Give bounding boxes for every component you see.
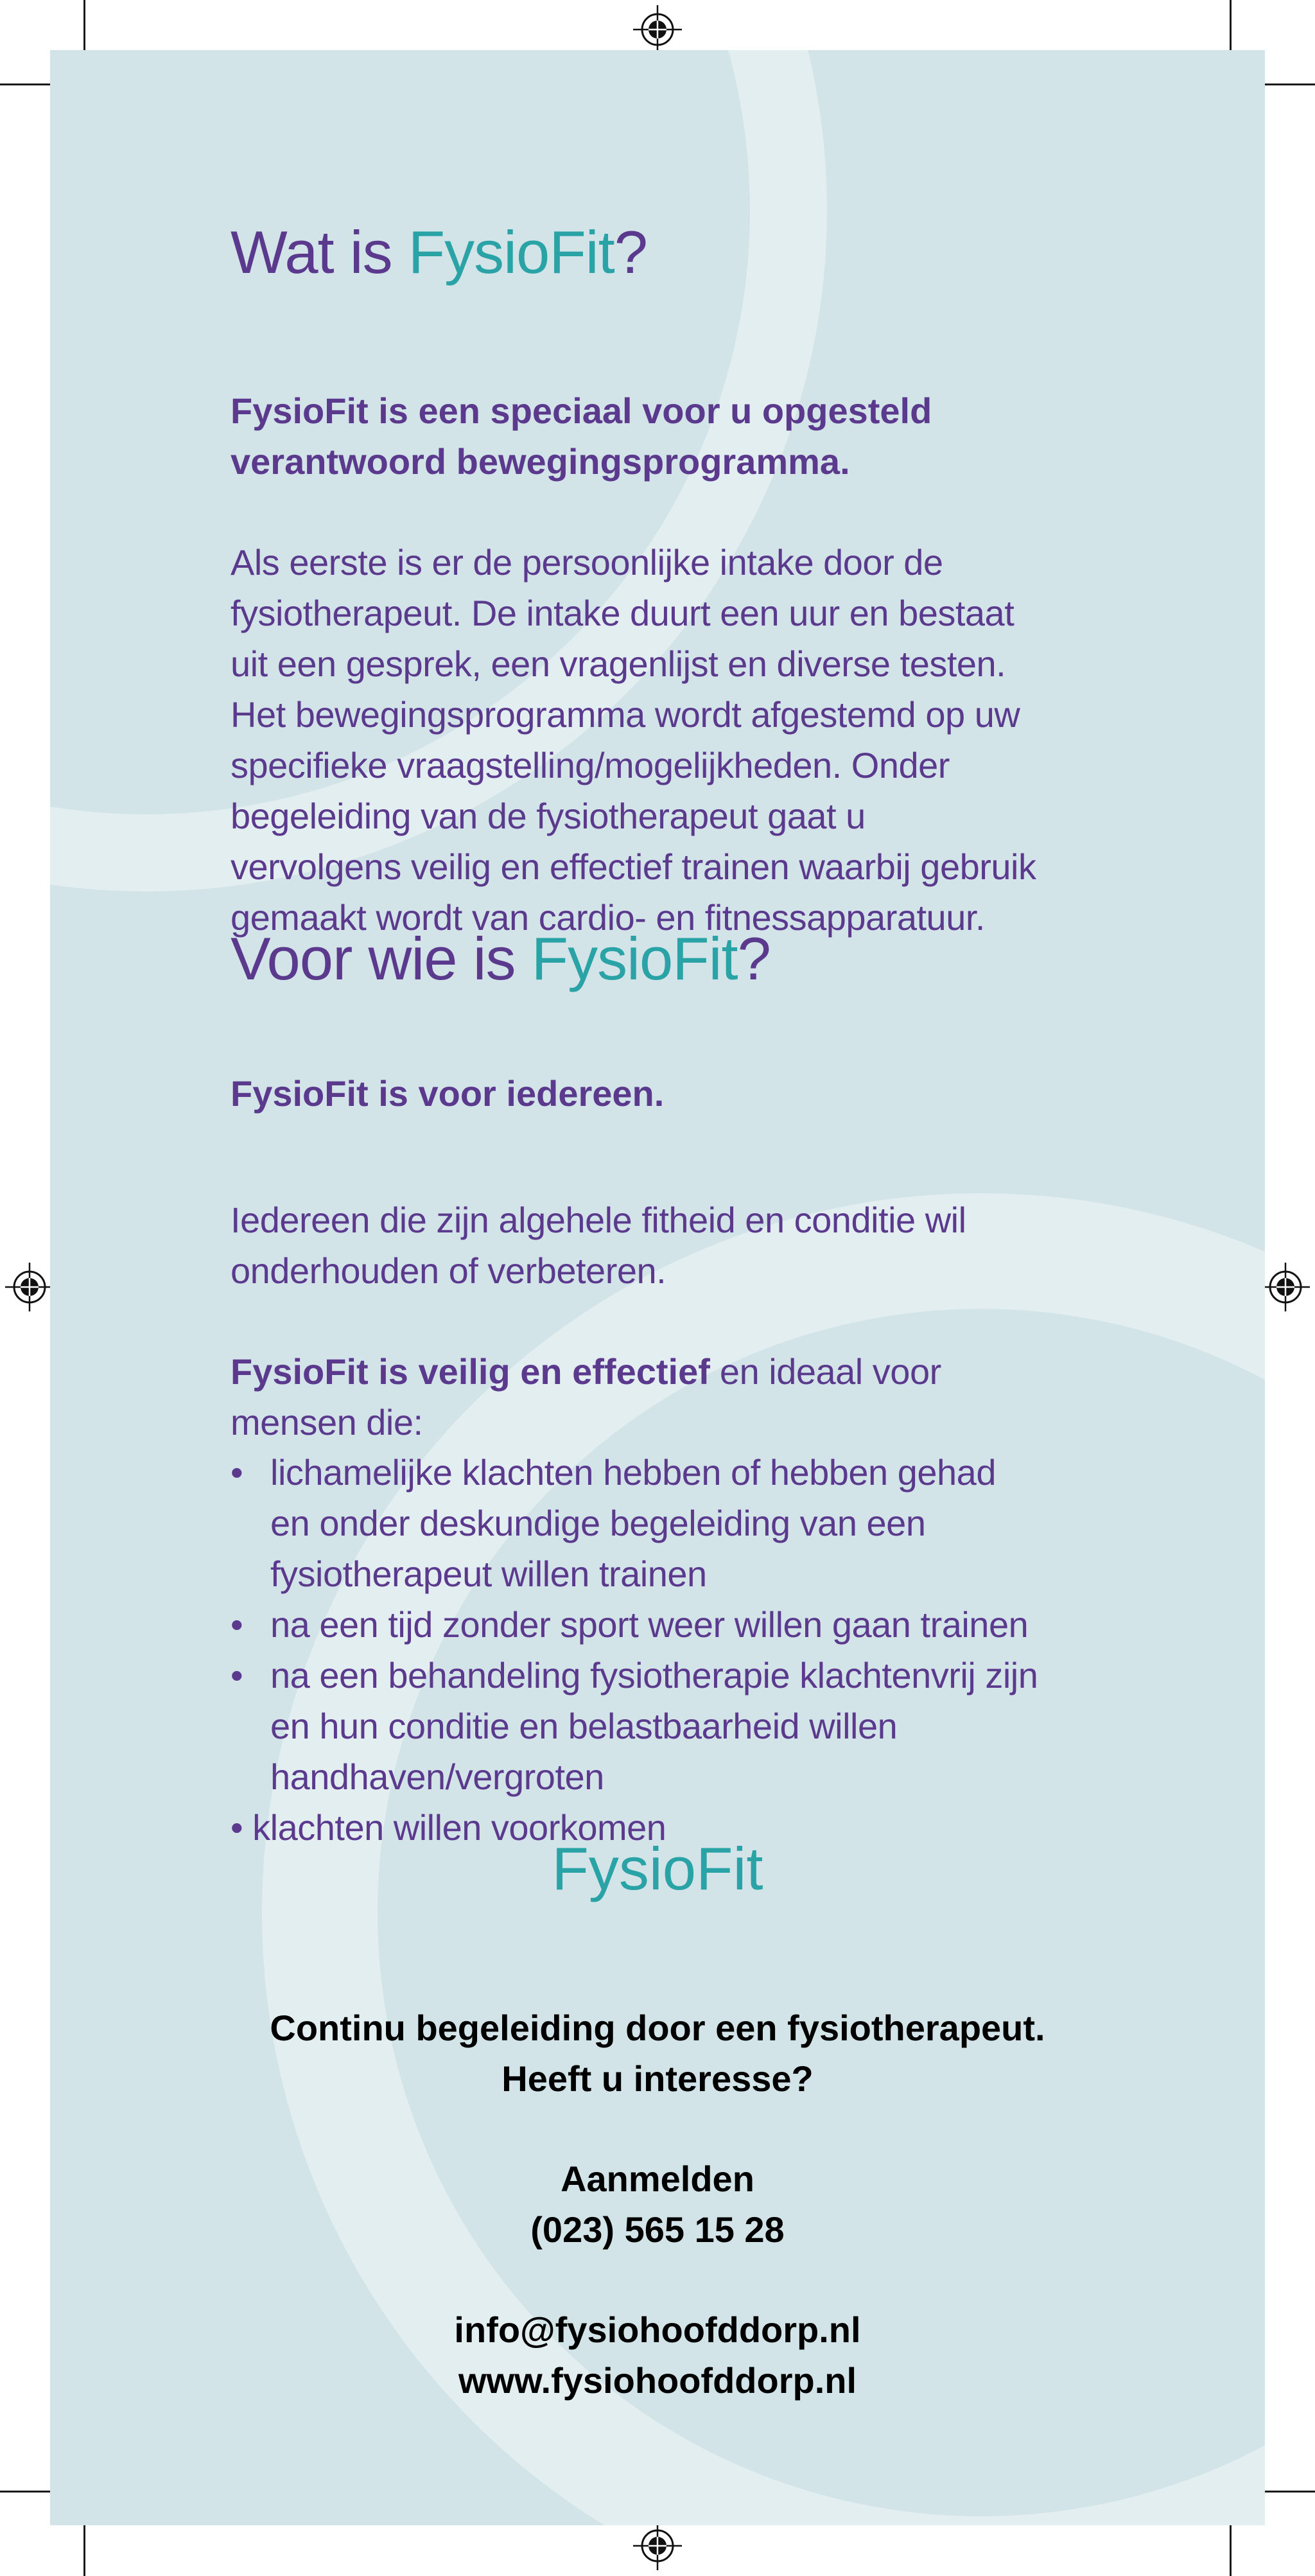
lead-who: FysioFit is voor iedereen. — [231, 1073, 665, 1114]
safe-statement — [231, 1346, 941, 1448]
safe-statement-line2: mensen die: — [231, 1402, 423, 1442]
closing-brand: FysioFit — [552, 1835, 763, 1902]
list-item — [231, 1650, 1038, 1802]
phone-number[interactable]: (023) 565 15 28 — [530, 2209, 785, 2250]
body-what-line: specifieke vraagstelling/mogelijkheden. Onder — [231, 745, 950, 785]
signup-label: Aanmelden — [561, 2159, 754, 2199]
crop-mark-top-left-v — [83, 0, 85, 50]
bullet-dot-icon: • — [231, 1604, 243, 1645]
body-what-line: begeleiding van de fysiotherapeut gaat u — [231, 796, 866, 836]
safe-statement-bold: FysioFit is veilig en effectief — [231, 1351, 710, 1392]
crop-mark-top-left-h — [0, 83, 50, 85]
crop-mark-top-right-v — [1230, 0, 1232, 50]
bullet-dot-icon: • — [231, 1452, 243, 1493]
list-item-line: na een tijd zonder sport weer willen gaan trainen — [270, 1604, 1029, 1645]
list-item-line: en onder deskundige begeleiding van een — [270, 1503, 926, 1543]
body-who-line: onderhouden of verbeteren. — [231, 1250, 666, 1291]
target-group-list — [231, 1447, 1038, 1802]
body-what — [231, 537, 1036, 943]
crop-mark-bottom-left-v — [83, 2525, 85, 2576]
heading-voor-wie — [231, 925, 771, 992]
closing-tagline — [140, 2002, 1175, 2104]
crop-mark-bottom-right-h — [1265, 2491, 1315, 2493]
signup-block — [140, 2153, 1175, 2255]
list-item-line: na een behandeling fysiotherapie klachtenvrij zijn — [270, 1655, 1038, 1695]
crop-mark-bottom-left-h — [0, 2491, 50, 2493]
heading-who-prefix: Voor wie is — [231, 925, 532, 992]
registration-mark-left-icon — [5, 1263, 54, 1311]
heading-what-brand: FysioFit — [408, 218, 614, 286]
body-what-line: uit een gesprek, een vragenlijst en diverse testen. — [231, 644, 1006, 684]
email-link[interactable]: info@fysiohoofddorp.nl — [454, 2309, 861, 2350]
list-item — [231, 1599, 1038, 1650]
lead-what-line: FysioFit is een speciaal voor u opgesteld — [231, 390, 932, 431]
crop-mark-top-right-h — [1265, 83, 1315, 85]
flyer-panel — [50, 50, 1265, 2525]
closing-tagline-line: Heeft u interesse? — [501, 2058, 814, 2099]
heading-who-brand: FysioFit — [531, 925, 738, 992]
registration-mark-bottom-icon — [633, 2521, 682, 2570]
closing-tagline-line: Continu begeleiding door een fysiotherapeut. — [270, 2008, 1045, 2048]
list-item-line: handhaven/vergroten — [270, 1757, 604, 1797]
body-what-line: vervolgens veilig en effectief trainen waarbij gebruik — [231, 846, 1036, 887]
registration-mark-top-icon — [633, 5, 682, 54]
list-item-line: lichamelijke klachten hebben of hebben gehad — [270, 1452, 996, 1493]
list-item-last: • klachten willen voorkomen — [231, 1807, 666, 1848]
lead-what — [231, 385, 932, 487]
heading-who-suffix: ? — [737, 925, 771, 992]
crop-mark-bottom-right-v — [1230, 2525, 1232, 2576]
list-item-line: fysiotherapeut willen trainen — [270, 1554, 707, 1594]
heading-what-is — [231, 218, 648, 286]
list-item — [231, 1447, 1038, 1599]
lead-what-line: verantwoord bewegingsprogramma. — [231, 441, 850, 482]
contact-block — [140, 2304, 1175, 2406]
list-item-line: en hun conditie en belastbaarheid willen — [270, 1706, 898, 1746]
bullet-dot-icon: • — [231, 1655, 243, 1695]
body-what-line: Het bewegingsprogramma wordt afgestemd op uw — [231, 694, 1020, 735]
safe-statement-rest: en ideaal voor — [710, 1351, 941, 1392]
registration-mark-right-icon — [1261, 1263, 1310, 1311]
body-what-line: Als eerste is er de persoonlijke intake door de — [231, 542, 943, 583]
body-what-line: gemaakt wordt van cardio- en fitnessapparatuur. — [231, 897, 985, 938]
body-what-line: fysiotherapeut. De intake duurt een uur en bestaat — [231, 593, 1015, 633]
heading-what-prefix: Wat is — [231, 218, 408, 286]
heading-what-suffix: ? — [614, 218, 648, 286]
body-who-line: Iedereen die zijn algehele fitheid en conditie wil — [231, 1200, 966, 1240]
body-who — [231, 1195, 966, 1296]
website-link[interactable]: www.fysiohoofddorp.nl — [458, 2360, 857, 2401]
